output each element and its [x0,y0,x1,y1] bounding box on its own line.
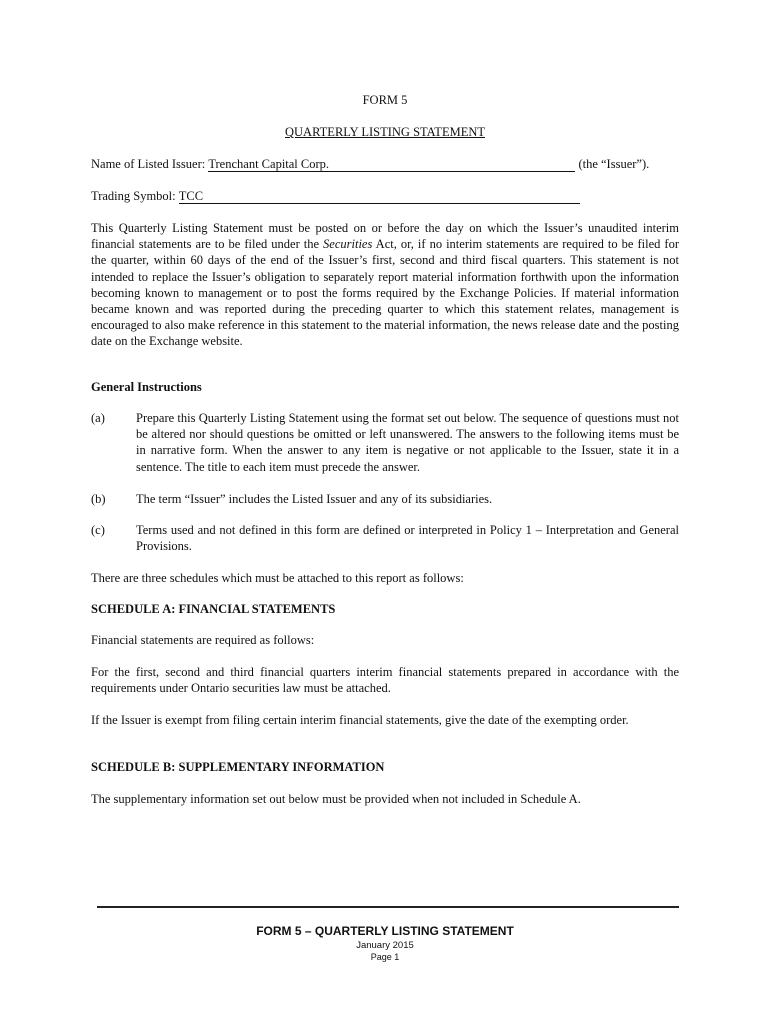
issuer-name-field: Trenchant Capital Corp. [208,158,575,172]
form-title: QUARTERLY LISTING STATEMENT [285,125,485,139]
securities-act-italic: Securities [323,237,373,252]
instruction-text: Terms used and not defined in this form are defined or interpreted in Policy 1 – Interpretation and General Provisions. [136,523,679,554]
issuer-label: Name of Listed Issuer: [91,157,206,171]
footer-title: FORM 5 – QUARTERLY LISTING STATEMENT [256,924,514,938]
instruction-label: (b) [91,492,106,506]
instruction-text: Prepare this Quarterly Listing Statement using the format set out below. The sequence of questions must not be altered nor should questions be omitted or left unanswered. The answers to the following items must be in narrative form. When the answer to any item is negative or not applicable to the Issuer, state it in a sentence. The title to each item must precede the answer. [136,411,679,474]
footer-date: January 2015 [356,940,414,951]
page-number: Page 1 [370,952,400,962]
instruction-label: (c) [91,523,105,537]
schedules-intro: There are three schedules which must be attached to this report as follows: [91,571,464,585]
schedule-a-p2: For the first, second and third financial quarters interim financial statements prepared in accordance with the requirements under Ontario securities law must be attached. [91,665,679,696]
trading-symbol-label: Trading Symbol: [91,189,176,203]
schedule-b-p1: The supplementary information set out below must be provided when not included in Schedule A. [91,792,581,806]
trading-symbol-field: TCC [179,190,580,204]
intro-paragraph: This Quarterly Listing Statement must be posted on or before the day on which the Issuer’s unaudited interim financial statements are to be filed under the Securities Act, or, if no interim statements are required to be filed for the quarter, within 60 days of the end of the Issuer’s first, second and third fiscal quarters. This statement is not intended to replace the Issuer’s obligation to separately report material information forthwith upon the information becoming known to management or to post the forms required by the Exchange Policies. If material information became known and was reported during the preceding quarter to which this statement relates, management is encouraged to also make reference in this statement to the material information, the news release date and the posting date on the Exchange website. [91,221,679,349]
trading-symbol-line [91,189,580,204]
schedule-a-p1: Financial statements are required as follows: [91,633,315,647]
footer-rule [97,906,679,908]
instruction-text: The term “Issuer” includes the Listed Issuer and any of its subsidiaries. [136,492,493,506]
general-instructions-heading: General Instructions [91,380,202,394]
instruction-label: (a) [91,411,105,425]
form-number: FORM 5 [362,93,408,107]
schedule-b-heading: SCHEDULE B: SUPPLEMENTARY INFORMATION [91,760,385,774]
issuer-suffix: (the “Issuer”). [578,157,650,171]
schedule-a-heading: SCHEDULE A: FINANCIAL STATEMENTS [91,602,336,616]
issuer-line [91,157,649,172]
schedule-a-p3: If the Issuer is exempt from filing certain interim financial statements, give the date of the exempting order. [91,713,629,727]
